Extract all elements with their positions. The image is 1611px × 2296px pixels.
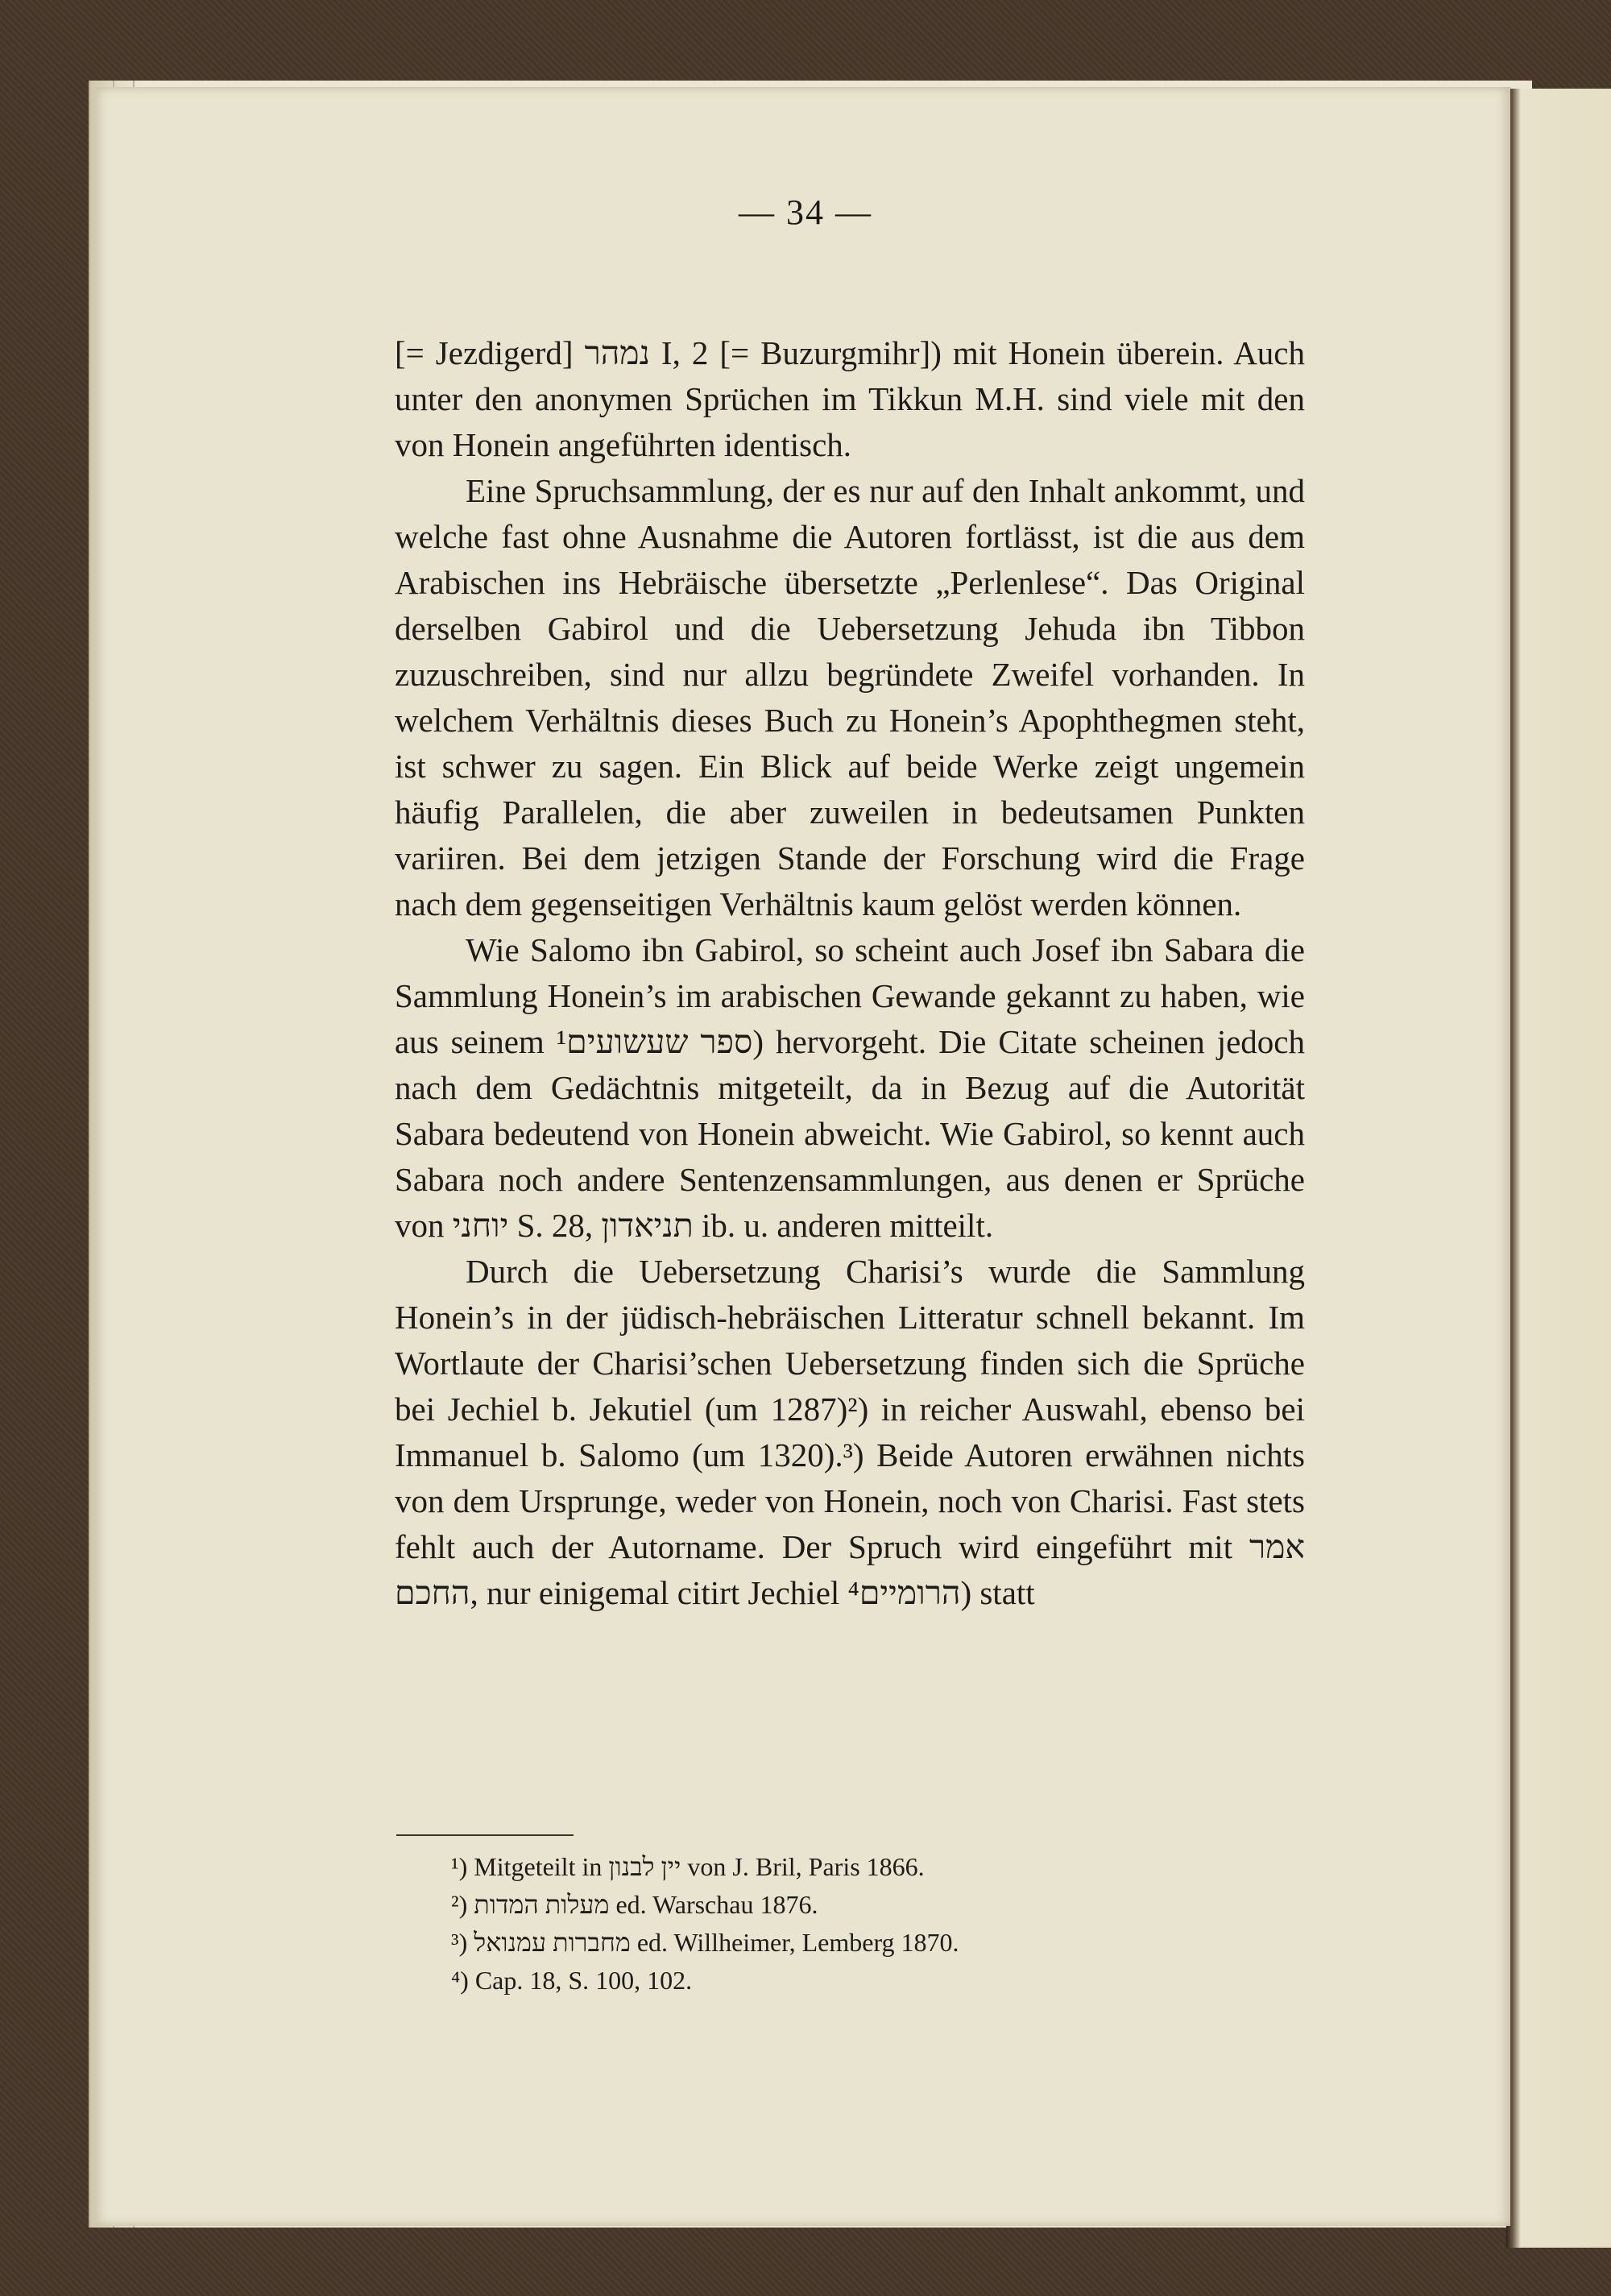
footnote: ³) מחברות עמנואל ed. Willheimer, Lemberg 1870.: [451, 1928, 959, 1957]
page-number: — 34 —: [739, 193, 872, 232]
footnote-divider: [396, 1834, 574, 1836]
footnote: ²) מעלות המדות ed. Warschau 1876.: [451, 1890, 818, 1919]
footnote: ¹) Mitgeteilt in יין לבנון von J. Bril, Paris 1866.: [451, 1852, 925, 1881]
paragraph: [= Jezdigerd] נמהר I, 2 [= Buzurgmihr]) mit Honein überein. Auch unter den anonymen Sprüchen im Tikkun M.H. sind viele mit den von Honein angeführten identisch.: [395, 334, 1306, 463]
paragraph: Wie Salomo ibn Gabirol, so scheint auch Josef ibn Sabara die Sammlung Honein’s im arabischen Gewande gekannt zu haben, wie aus seinem ספר שעשועים¹) hervorgeht. Die Citate scheinen jedoch nach dem Gedächtnis mitgeteilt, da in Bezug auf die Autorität Sabara bedeutend von Honein abweicht. Wie Gabirol, so kennt auch Sabara noch andere Sentenzensammlungen, aus denen er Sprüche von יוחני S. 28, תניאדון ib. u. anderen mitteilt.: [395, 931, 1305, 1244]
footnote: ⁴) Cap. 18, S. 100, 102.: [451, 1966, 693, 1995]
paragraph: Durch die Uebersetzung Charisi’s wurde die Sammlung Honein’s in der jüdisch-hebräischen Litteratur schnell bekannt. Im Wortlaute der Charisi’schen Uebersetzung finden sich die Sprüche bei Jechiel b. Jekutiel (um 1287)²) in reicher Auswahl, ebenso bei Immanuel b. Salomo (um 1320).³) Beide Autoren erwähnen nichts von dem Ursprunge, weder von Honein, noch von Charisi. Fast stets fehlt auch der Autorname. Der Spruch wird eingeführt mit אמר החכם, nur einigemal citirt Jechiel הרומיים⁴) statt: [395, 1253, 1305, 1611]
paragraph: Eine Spruchsammlung, der es nur auf den Inhalt ankommt, und welche fast ohne Ausnahme die Autoren fortlässt, ist die aus dem Arabischen ins Hebräische übersetzte „Perlenlese“. Das Original derselben Gabirol und die Uebersetzung Jehuda ibn Tibbon zuzuschreiben, sind nur allzu begründete Zweifel vorhanden. In welchem Verhältnis dieses Buch zu Honein’s Apophthegmen steht, ist schwer zu sagen. Ein Blick auf beide Werke zeigt ungemein häufig Parallelen, die aber zuweilen in bedeutsamen Punkten variiren. Bei dem jetzigen Stande der Forschung wird die Frage nach dem gegenseitigen Verhältnis kaum gelöst werden können.: [395, 472, 1305, 922]
main-text: [395, 330, 1305, 1616]
footnotes: [451, 1848, 1297, 2000]
facing-page-edge: [1506, 89, 1611, 2248]
